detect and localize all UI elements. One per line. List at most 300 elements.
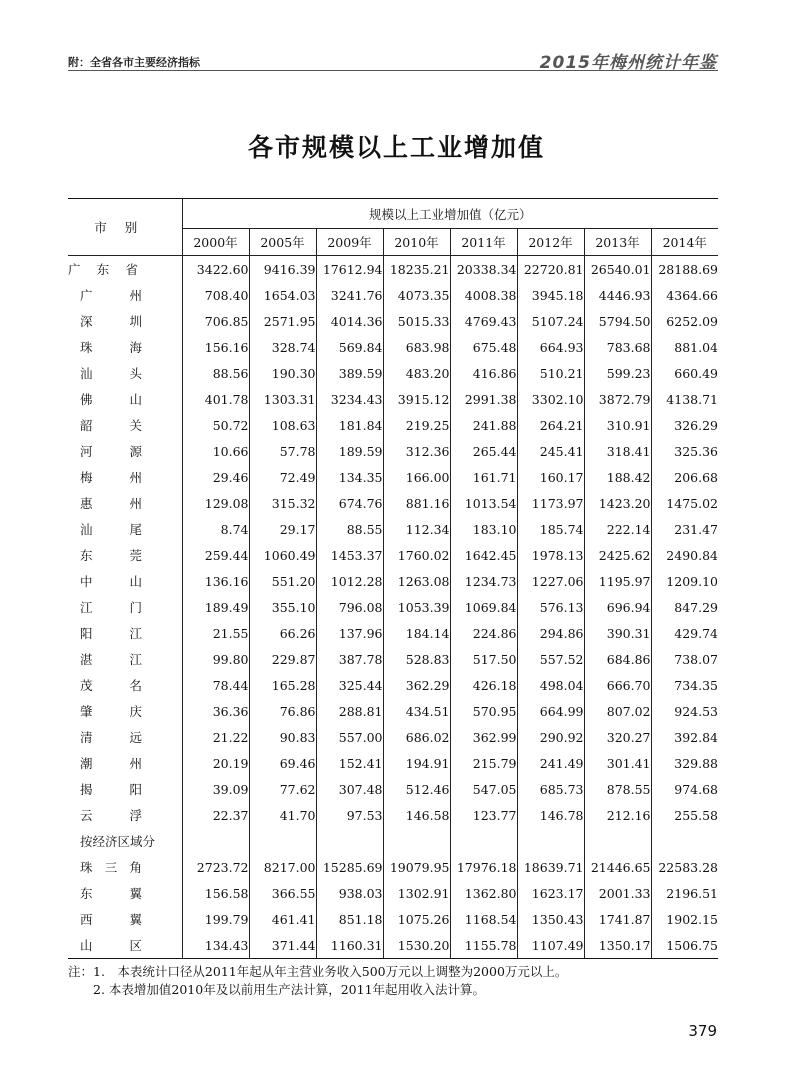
value-cell: 194.91 [383,750,450,776]
table-row [68,802,718,828]
value-cell: 29.17 [249,516,316,542]
value-cell: 4008.38 [450,282,517,308]
value-cell: 17612.94 [316,256,383,283]
value-cell: 134.35 [316,464,383,490]
value-cell: 183.10 [450,516,517,542]
row-name-text: 汕 头 [80,366,142,381]
row-name [68,802,182,828]
year-header: 2011年 [450,229,517,256]
value-cell: 229.87 [249,646,316,672]
value-cell: 974.68 [651,776,718,802]
row-name [68,724,182,750]
value-cell: 9416.39 [249,256,316,283]
table-row [68,932,718,959]
row-name-text: 湛 江 [80,652,142,667]
value-cell: 188.42 [584,464,651,490]
value-cell: 4446.93 [584,282,651,308]
value-cell: 1978.13 [517,542,584,568]
value-cell: 1302.91 [383,880,450,906]
note-1: 注：1. 本表统计口径从2011年起从年主营业务收入500万元以上调整为2000万元以上。 [68,964,568,979]
value-cell: 847.29 [651,594,718,620]
value-cell: 706.85 [182,308,249,334]
year-header: 2000年 [182,229,249,256]
yearbook-title: 2015年梅州统计年鉴 [539,53,717,73]
value-cell: 1173.97 [517,490,584,516]
value-cell: 20.19 [182,750,249,776]
value-cell: 245.41 [517,438,584,464]
value-cell: 783.68 [584,334,651,360]
row-name [68,880,182,906]
row-name-text: 西 翼 [80,912,142,927]
row-name-text: 河 源 [80,444,142,459]
value-cell: 2991.38 [450,386,517,412]
row-name [68,932,182,959]
value-cell: 18639.71 [517,854,584,880]
value-cell: 1623.17 [517,880,584,906]
value-cell: 734.35 [651,672,718,698]
empty-cell [383,828,450,854]
value-cell: 1303.31 [249,386,316,412]
value-cell: 219.25 [383,412,450,438]
value-cell: 570.95 [450,698,517,724]
row-name [68,490,182,516]
row-name-text: 汕 尾 [80,522,142,537]
value-cell: 416.86 [450,360,517,386]
value-cell: 371.44 [249,932,316,959]
value-cell: 88.56 [182,360,249,386]
value-cell: 137.96 [316,620,383,646]
value-cell: 265.44 [450,438,517,464]
table-row [68,386,718,412]
value-cell: 576.13 [517,594,584,620]
value-cell: 355.10 [249,594,316,620]
value-cell: 528.83 [383,646,450,672]
value-cell: 2723.72 [182,854,249,880]
value-cell: 241.88 [450,412,517,438]
value-cell: 199.79 [182,906,249,932]
value-cell: 1168.54 [450,906,517,932]
value-cell: 19079.95 [383,854,450,880]
row-name [68,360,182,386]
value-cell: 1423.20 [584,490,651,516]
value-cell: 362.99 [450,724,517,750]
value-cell: 517.50 [450,646,517,672]
row-name [68,516,182,542]
value-cell: 206.68 [651,464,718,490]
value-cell: 108.63 [249,412,316,438]
row-name [68,334,182,360]
value-cell: 3241.76 [316,282,383,308]
value-cell: 301.41 [584,750,651,776]
year-header: 2014年 [651,229,718,256]
value-cell: 21.22 [182,724,249,750]
value-cell: 20338.34 [450,256,517,283]
value-cell: 1741.87 [584,906,651,932]
value-cell: 241.49 [517,750,584,776]
value-cell: 390.31 [584,620,651,646]
value-cell: 318.41 [584,438,651,464]
row-name-text: 山 区 [80,938,142,953]
value-cell: 1195.97 [584,568,651,594]
note-2: 2. 本表增加值2010年及以前用生产法计算，2011年起用收入法计算。 [68,982,486,997]
row-name-text: 珠 三 角 [80,860,142,875]
empty-cell [517,828,584,854]
row-name-text: 揭 阳 [80,782,142,797]
value-cell: 255.58 [651,802,718,828]
value-cell: 156.58 [182,880,249,906]
value-cell: 5107.24 [517,308,584,334]
value-cell: 112.34 [383,516,450,542]
year-header: 2009年 [316,229,383,256]
table-row [68,568,718,594]
value-cell: 389.59 [316,360,383,386]
table-row [68,542,718,568]
value-cell: 29.46 [182,464,249,490]
value-cell: 136.16 [182,568,249,594]
value-cell: 2490.84 [651,542,718,568]
value-cell: 326.29 [651,412,718,438]
value-cell: 510.21 [517,360,584,386]
value-cell: 684.86 [584,646,651,672]
empty-cell [584,828,651,854]
value-cell: 1234.73 [450,568,517,594]
table-row [68,516,718,542]
value-cell: 551.20 [249,568,316,594]
value-cell: 1453.37 [316,542,383,568]
value-cell: 8.74 [182,516,249,542]
value-cell: 22720.81 [517,256,584,283]
value-cell: 1263.08 [383,568,450,594]
value-cell: 152.41 [316,750,383,776]
value-cell: 1362.80 [450,880,517,906]
row-name [68,854,182,880]
value-cell: 320.27 [584,724,651,750]
value-cell: 675.48 [450,334,517,360]
value-cell: 1155.78 [450,932,517,959]
value-cell: 1475.02 [651,490,718,516]
row-name-text: 韶 关 [80,418,142,433]
value-cell: 5015.33 [383,308,450,334]
region-label-row [68,828,718,854]
value-cell: 1530.20 [383,932,450,959]
table-row [68,308,718,334]
table-row [68,620,718,646]
value-cell: 1760.02 [383,542,450,568]
value-cell: 224.86 [450,620,517,646]
value-cell: 1013.54 [450,490,517,516]
value-cell: 1075.26 [383,906,450,932]
table-row [68,438,718,464]
value-cell: 3872.79 [584,386,651,412]
row-name-text: 茂 名 [80,678,142,693]
value-cell: 2571.95 [249,308,316,334]
value-cell: 99.80 [182,646,249,672]
value-cell: 1350.43 [517,906,584,932]
row-name-text: 广 东 省 [68,262,138,277]
row-name-text: 潮 州 [80,756,142,771]
empty-cell [249,828,316,854]
value-cell: 557.00 [316,724,383,750]
value-cell: 498.04 [517,672,584,698]
table-row [68,282,718,308]
value-cell: 366.55 [249,880,316,906]
value-cell: 26540.01 [584,256,651,283]
row-name [68,282,182,308]
value-cell: 288.81 [316,698,383,724]
value-cell: 69.46 [249,750,316,776]
row-name-text: 中 山 [80,574,142,589]
year-header: 2013年 [584,229,651,256]
row-name-text: 东 莞 [80,548,142,563]
value-cell: 190.30 [249,360,316,386]
value-cell: 50.72 [182,412,249,438]
region-label: 按经济区域分 [80,834,156,849]
value-cell: 1654.03 [249,282,316,308]
value-cell: 21.55 [182,620,249,646]
row-name [68,646,182,672]
row-name [68,672,182,698]
value-cell: 426.18 [450,672,517,698]
table-row [68,646,718,672]
row-name [68,308,182,334]
value-cell: 41.70 [249,802,316,828]
table-row [68,854,718,880]
table-notes [68,963,728,999]
value-cell: 1209.10 [651,568,718,594]
row-name [68,464,182,490]
year-header: 2010年 [383,229,450,256]
value-cell: 461.41 [249,906,316,932]
value-cell: 156.16 [182,334,249,360]
section-header: 附：全省各市主要经济指标 [68,56,200,69]
row-name-text: 佛 山 [80,392,142,407]
table-row [68,672,718,698]
value-cell: 599.23 [584,360,651,386]
value-cell: 294.86 [517,620,584,646]
value-cell: 18235.21 [383,256,450,283]
value-cell: 1642.45 [450,542,517,568]
value-cell: 708.40 [182,282,249,308]
row-name-text: 江 门 [80,600,142,615]
value-cell: 312.36 [383,438,450,464]
value-cell: 88.55 [316,516,383,542]
value-cell: 674.76 [316,490,383,516]
empty-cell [182,828,249,854]
table-row [68,906,718,932]
value-cell: 57.78 [249,438,316,464]
table-row [68,256,718,283]
value-cell: 146.78 [517,802,584,828]
value-cell: 310.91 [584,412,651,438]
industry-value-table [68,198,718,959]
value-cell: 28188.69 [651,256,718,283]
value-cell: 738.07 [651,646,718,672]
value-cell: 36.36 [182,698,249,724]
value-cell: 1160.31 [316,932,383,959]
empty-cell [316,828,383,854]
value-cell: 231.47 [651,516,718,542]
value-cell: 129.08 [182,490,249,516]
value-cell: 15285.69 [316,854,383,880]
table-row [68,334,718,360]
value-cell: 76.86 [249,698,316,724]
header-rule [68,70,718,71]
table-row [68,490,718,516]
value-cell: 392.84 [651,724,718,750]
value-cell: 4364.66 [651,282,718,308]
row-name [68,412,182,438]
value-cell: 686.02 [383,724,450,750]
group-header: 规模以上工业增加值（亿元） [368,206,532,222]
table-row [68,750,718,776]
value-cell: 387.78 [316,646,383,672]
table-row [68,594,718,620]
row-name [68,698,182,724]
value-cell: 3302.10 [517,386,584,412]
row-name [68,594,182,620]
value-cell: 569.84 [316,334,383,360]
value-cell: 938.03 [316,880,383,906]
value-cell: 97.53 [316,802,383,828]
value-cell: 146.58 [383,802,450,828]
table-row [68,412,718,438]
value-cell: 878.55 [584,776,651,802]
value-cell: 4138.71 [651,386,718,412]
value-cell: 4769.43 [450,308,517,334]
value-cell: 5794.50 [584,308,651,334]
row-name-text: 惠 州 [80,496,142,511]
value-cell: 215.79 [450,750,517,776]
row-name-text: 东 翼 [80,886,142,901]
row-name-text: 阳 江 [80,626,142,641]
value-cell: 851.18 [316,906,383,932]
value-cell: 329.88 [651,750,718,776]
value-cell: 3945.18 [517,282,584,308]
row-name [68,906,182,932]
row-name-text: 珠 海 [80,340,142,355]
value-cell: 307.48 [316,776,383,802]
value-cell: 434.51 [383,698,450,724]
row-name [68,438,182,464]
value-cell: 123.77 [450,802,517,828]
empty-cell [651,828,718,854]
row-name [68,568,182,594]
value-cell: 3234.43 [316,386,383,412]
row-name [68,776,182,802]
value-cell: 325.36 [651,438,718,464]
value-cell: 185.74 [517,516,584,542]
row-name-text: 梅 州 [80,470,142,485]
row-header: 市别 [68,199,182,256]
table-row [68,464,718,490]
value-cell: 77.62 [249,776,316,802]
value-cell: 881.04 [651,334,718,360]
row-name [68,256,182,283]
value-cell: 796.08 [316,594,383,620]
value-cell: 134.43 [182,932,249,959]
value-cell: 184.14 [383,620,450,646]
value-cell: 166.00 [383,464,450,490]
row-name [68,386,182,412]
value-cell: 362.29 [383,672,450,698]
row-name-text: 深 圳 [80,314,142,329]
value-cell: 807.02 [584,698,651,724]
value-cell: 1060.49 [249,542,316,568]
row-name [68,620,182,646]
value-cell: 660.49 [651,360,718,386]
value-cell: 1012.28 [316,568,383,594]
value-cell: 315.32 [249,490,316,516]
value-cell: 1506.75 [651,932,718,959]
table-row [68,360,718,386]
value-cell: 1053.39 [383,594,450,620]
value-cell: 22583.28 [651,854,718,880]
value-cell: 1350.17 [584,932,651,959]
table-row [68,698,718,724]
value-cell: 165.28 [249,672,316,698]
table-row [68,880,718,906]
value-cell: 666.70 [584,672,651,698]
value-cell: 429.74 [651,620,718,646]
year-header: 2005年 [249,229,316,256]
value-cell: 4073.35 [383,282,450,308]
value-cell: 189.59 [316,438,383,464]
value-cell: 259.44 [182,542,249,568]
value-cell: 17976.18 [450,854,517,880]
value-cell: 328.74 [249,334,316,360]
value-cell: 212.16 [584,802,651,828]
value-cell: 90.83 [249,724,316,750]
value-cell: 222.14 [584,516,651,542]
value-cell: 21446.65 [584,854,651,880]
value-cell: 6252.09 [651,308,718,334]
value-cell: 22.37 [182,802,249,828]
value-cell: 1227.06 [517,568,584,594]
value-cell: 3422.60 [182,256,249,283]
value-cell: 66.26 [249,620,316,646]
value-cell: 696.94 [584,594,651,620]
value-cell: 2001.33 [584,880,651,906]
value-cell: 290.92 [517,724,584,750]
value-cell: 685.73 [517,776,584,802]
value-cell: 1069.84 [450,594,517,620]
value-cell: 8217.00 [249,854,316,880]
row-name-text: 肇 庆 [80,704,142,719]
row-name-text: 清 远 [80,730,142,745]
value-cell: 72.49 [249,464,316,490]
row-name [68,750,182,776]
value-cell: 78.44 [182,672,249,698]
value-cell: 2196.51 [651,880,718,906]
empty-cell [450,828,517,854]
row-name-text: 云 浮 [80,808,142,823]
value-cell: 881.16 [383,490,450,516]
value-cell: 39.09 [182,776,249,802]
page-title: 各市规模以上工业增加值 [247,133,545,162]
value-cell: 325.44 [316,672,383,698]
value-cell: 401.78 [182,386,249,412]
value-cell: 664.93 [517,334,584,360]
value-cell: 664.99 [517,698,584,724]
page-number: 379 [688,1022,717,1040]
value-cell: 161.71 [450,464,517,490]
value-cell: 10.66 [182,438,249,464]
value-cell: 924.53 [651,698,718,724]
value-cell: 189.49 [182,594,249,620]
value-cell: 160.17 [517,464,584,490]
value-cell: 4014.36 [316,308,383,334]
row-name-text: 广 州 [80,288,142,303]
